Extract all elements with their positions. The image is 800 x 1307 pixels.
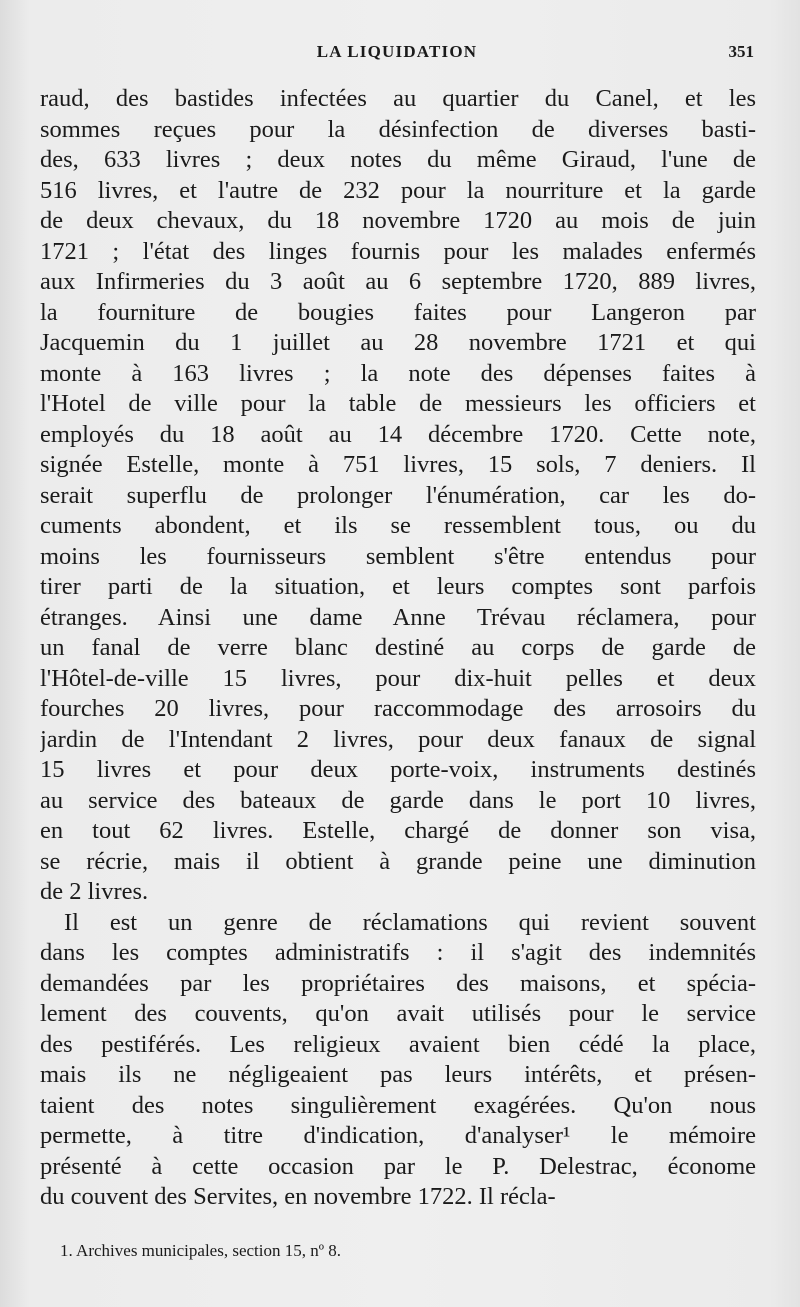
text-line: dans les comptes administratifs : il s'agit des indemnités [40, 939, 756, 966]
text-line: signée Estelle, monte à 751 livres, 15 sols, 7 deniers. Il [40, 451, 756, 478]
text-line: se récrie, mais il obtient à grande peine une diminution [40, 847, 756, 875]
text-line: fourches 20 livres, pour raccommodage des arrosoirs du [40, 695, 756, 722]
paragraph [40, 84, 756, 908]
text-line: serait superflu de prolonger l'énumération, car les do- [40, 481, 756, 509]
text-line: demandées par les propriétaires des maisons, et spécia- [40, 969, 756, 997]
text-line: employés du 18 août au 14 décembre 1720. Cette note, [40, 420, 756, 448]
text-line: étranges. Ainsi une dame Anne Trévau réclamera, pour [40, 603, 756, 631]
text-line: lement des couvents, qu'on avait utilisés pour le service [40, 1000, 756, 1027]
text-line: permette, à titre d'indication, d'analyser¹ le mémoire [40, 1122, 756, 1149]
paragraph [40, 908, 756, 1213]
text-line: Jacquemin du 1 juillet au 28 novembre 1721 et qui [40, 329, 756, 356]
text-line: au service des bateaux de garde dans le port 10 livres, [40, 786, 756, 814]
text-line: l'Hôtel-de-ville 15 livres, pour dix-huit pelles et deux [40, 664, 756, 692]
text-line: du couvent des Servites, en novembre 1722. Il récla- [40, 1183, 556, 1210]
text-line: taient des notes singulièrement exagérées. Qu'on nous [40, 1091, 756, 1119]
text-line: de deux chevaux, du 18 novembre 1720 au mois de juin [40, 207, 756, 234]
text-line: raud, des bastides infectées au quartier du Canel, et les [40, 85, 756, 112]
text-line: des pestiférés. Les religieux avaient bien cédé la place, [40, 1030, 756, 1058]
text-line: aux Infirmeries du 3 août au 6 septembre 1720, 889 livres, [40, 268, 756, 295]
text-line: tirer parti de la situation, et leurs comptes sont parfois [40, 573, 756, 600]
running-head [40, 42, 754, 68]
text-line: monte à 163 livres ; la note des dépenses faites à [40, 359, 756, 387]
text-line: la fourniture de bougies faites pour Langeron par [40, 298, 756, 326]
text-line: mais ils ne négligeaient pas leurs intérêts, et présen- [40, 1061, 756, 1088]
text-line: cuments abondent, et ils se ressemblent tous, ou du [40, 512, 756, 539]
text-line: 1721 ; l'état des linges fournis pour les malades enfermés [40, 237, 756, 265]
text-line: jardin de l'Intendant 2 livres, pour deux fanaux de signal [40, 725, 756, 753]
footnote: 1. Archives municipales, section 15, nº 8. [60, 1241, 341, 1260]
text-line: de 2 livres. [40, 878, 149, 905]
text-line: un fanal de verre blanc destiné au corps de garde de [40, 634, 756, 661]
page-number: 351 [728, 42, 754, 61]
body-text [40, 84, 756, 1213]
text-line: en tout 62 livres. Estelle, chargé de donner son visa, [40, 817, 756, 844]
text-line: sommes reçues pour la désinfection de diverses basti- [40, 115, 756, 143]
text-line: l'Hotel de ville pour la table de messieurs les officiers et [40, 390, 756, 417]
running-title: LA LIQUIDATION [316, 42, 478, 61]
text-line: 516 livres, et l'autre de 232 pour la nourriture et la garde [40, 176, 756, 204]
text-line: 15 livres et pour deux porte-voix, instruments destinés [40, 756, 756, 783]
text-line: présenté à cette occasion par le P. Delestrac, économe [40, 1152, 756, 1180]
text-line: moins les fournisseurs semblent s'être entendus pour [40, 542, 756, 570]
text-line: Il est un genre de réclamations qui revient souvent [64, 908, 756, 936]
text-line: des, 633 livres ; deux notes du même Giraud, l'une de [40, 146, 756, 173]
